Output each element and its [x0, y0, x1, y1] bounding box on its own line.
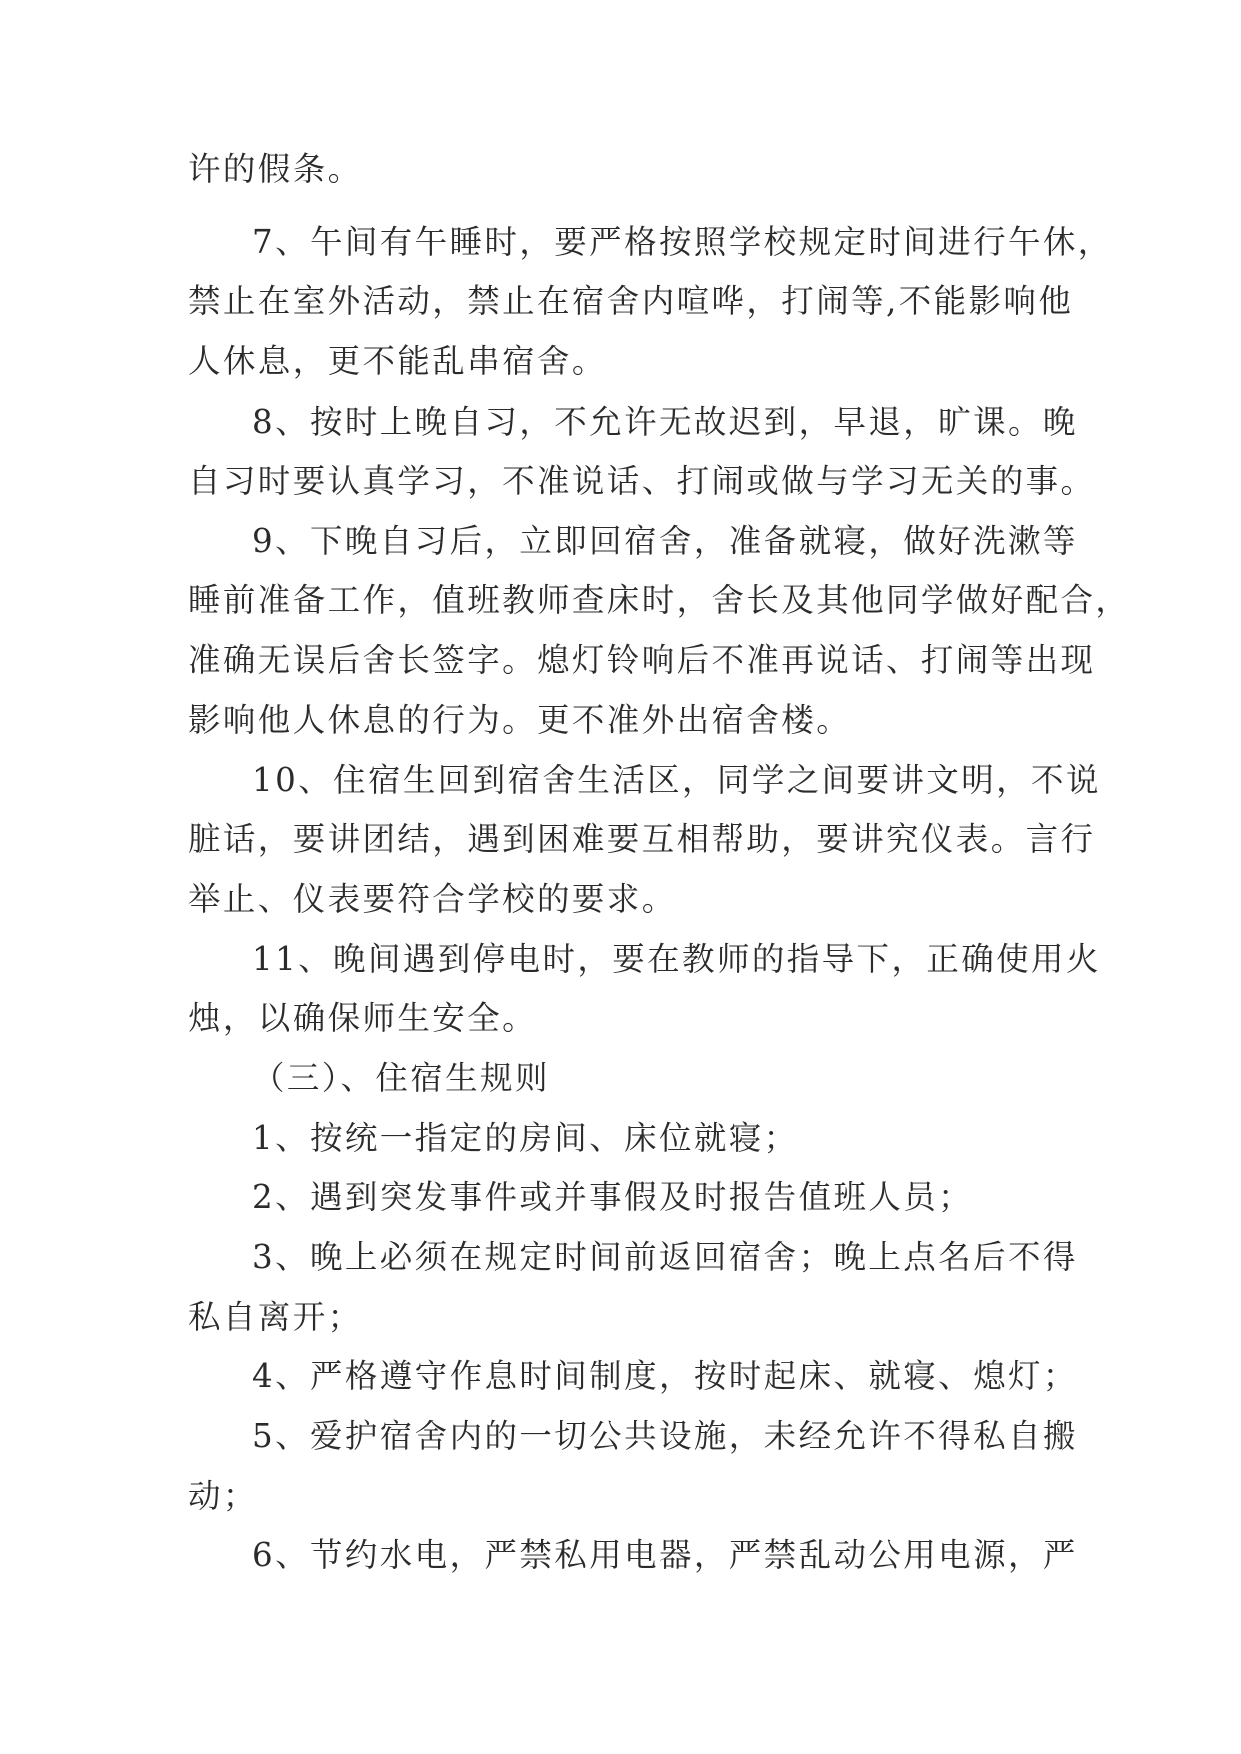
- text-line: 睡前准备工作，值班教师查床时，舍长及其他同学做好配合，: [188, 581, 1131, 619]
- text-line: 私自离开；: [188, 1298, 363, 1336]
- text-line: 7、午间有午睡时，要严格按照学校规定时间进行午休，: [252, 223, 1113, 261]
- text-line: 准确无误后舍长签字。熄灯铃响后不准再说话、打闹等出现: [188, 641, 1096, 679]
- text-line: 举止、仪表要符合学校的要求。: [188, 880, 677, 918]
- text-line: 2、遇到突发事件或并事假及时报告值班人员；: [252, 1178, 974, 1216]
- text-line: 许的假条。: [188, 150, 363, 188]
- text-line: 自习时要认真学习，不准说话、打闹或做与学习无关的事。: [188, 462, 1096, 500]
- text-line: 4、严格遵守作息时间制度，按时起床、就寝、熄灯；: [252, 1357, 1078, 1395]
- text-line: 影响他人休息的行为。更不准外出宿舍楼。: [188, 701, 852, 739]
- text-line: 8、按时上晚自习，不允许无故迟到，早退，旷课。晚: [252, 403, 1078, 441]
- text-line: 人休息，更不能乱串宿舍。: [188, 342, 607, 380]
- text-line: 动；: [188, 1477, 258, 1515]
- text-line: 10、住宿生回到宿舍生活区，同学之间要讲文明，不说: [252, 761, 1101, 799]
- text-line: 5、爱护宿舍内的一切公共设施，未经允许不得私自搬: [252, 1417, 1078, 1455]
- text-line: 脏话，要讲团结，遇到困难要互相帮助，要讲究仪表。言行: [188, 820, 1096, 858]
- text-line: 1、按统一指定的房间、床位就寝；: [252, 1119, 799, 1157]
- text-line: 禁止在室外活动，禁止在宿舍内喧哗，打闹等,不能影响他: [188, 282, 1074, 320]
- section-heading: （三）、住宿生规则: [252, 1059, 550, 1097]
- text-line: 3、晚上必须在规定时间前返回宿舍；晚上点名后不得: [252, 1238, 1078, 1276]
- text-line: 烛，以确保师生安全。: [188, 999, 538, 1037]
- text-line: 9、下晚自习后，立即回宿舍，准备就寝，做好洗漱等: [252, 522, 1078, 560]
- text-line: 11、晚间遇到停电时，要在教师的指导下，正确使用火: [252, 940, 1101, 978]
- text-line: 6、节约水电，严禁私用电器，严禁乱动公用电源，严: [252, 1536, 1078, 1574]
